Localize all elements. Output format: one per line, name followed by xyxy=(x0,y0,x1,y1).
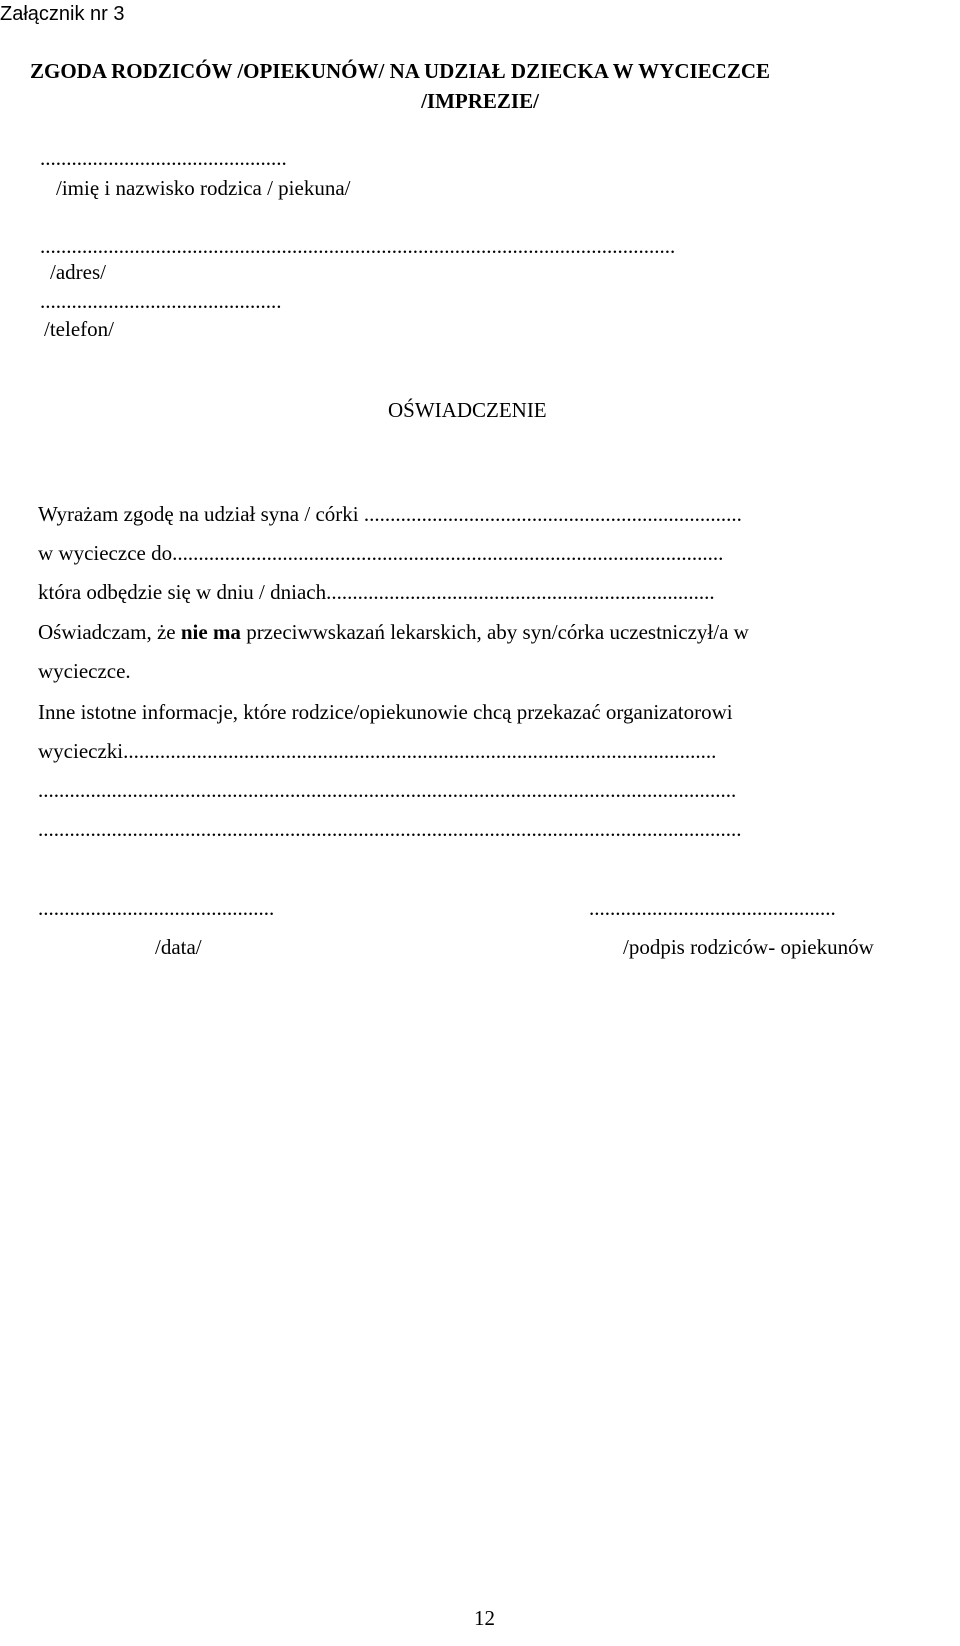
declaration-line2: wycieczce. xyxy=(38,659,131,683)
date-label: /data/ xyxy=(155,935,202,959)
date-signature-dots: ............................................. xyxy=(38,896,275,920)
declaration-emphasis: nie ma xyxy=(180,620,241,644)
trip-date-line: która odbędzie się w dniu / dniach.......................................................................... xyxy=(38,580,715,604)
declaration-suffix: przeciwwskazań lekarskich, aby syn/córka uczestniczył/a w xyxy=(240,620,749,644)
consent-line: Wyrażam zgodę na udział syna / córki ........................................................................ xyxy=(38,502,742,526)
address-dots: ......................................................................................................................... xyxy=(40,234,676,258)
additional-info-line4: ...................................................................................................................................... xyxy=(38,817,742,841)
phone-label: /telefon/ xyxy=(44,317,114,341)
additional-info-line3: ..................................................................................................................................... xyxy=(38,778,737,802)
declaration-line1 xyxy=(38,622,749,643)
parent-signature-dots: ............................................... xyxy=(589,896,836,920)
address-label: /adres/ xyxy=(50,260,106,284)
document-title-line2: /IMPREZIE/ xyxy=(421,89,539,113)
signature-label: /podpis rodziców- opiekunów xyxy=(623,935,874,959)
phone-dots: .............................................. xyxy=(40,289,282,313)
document-title-line1: ZGODA RODZICÓW /OPIEKUNÓW/ NA UDZIAŁ DZIECKA W WYCIECZCE xyxy=(30,59,771,83)
page-number: 12 xyxy=(474,1606,495,1630)
attachment-label: Załącznik nr 3 xyxy=(0,3,125,25)
statement-heading: OŚWIADCZENIE xyxy=(388,398,547,422)
declaration-prefix: Oświadczam, że xyxy=(38,620,181,644)
additional-info-line2: wycieczki................................................................................................................. xyxy=(38,739,717,763)
parent-name-label: /imię i nazwisko rodzica / piekuna/ xyxy=(56,176,351,200)
trip-destination-line: w wycieczce do......................................................................................................... xyxy=(38,541,724,565)
parent-name-dots: ............................................... xyxy=(40,146,287,170)
additional-info-line1: Inne istotne informacje, które rodzice/opiekunowie chcą przekazać organizatorowi xyxy=(38,700,733,724)
